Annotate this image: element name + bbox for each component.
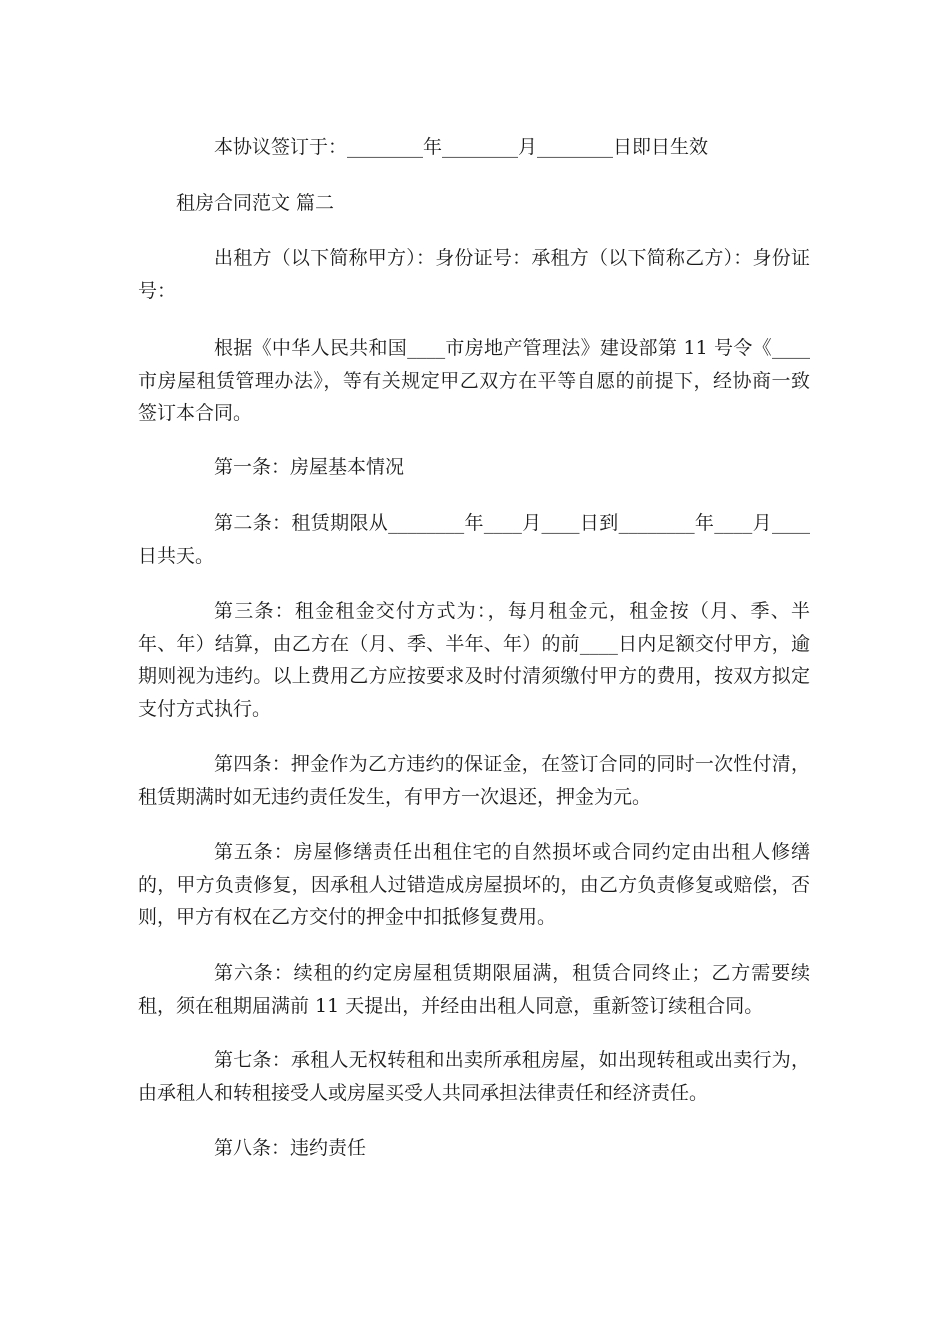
article-4-paragraph: 第四条：押金作为乙方违约的保证金，在签订合同的同时一次性付清，租赁期满时如无违约责任发生，有甲方一次退还，押金为元。 bbox=[138, 753, 810, 808]
article-7-paragraph: 第七条：承租人无权转租和出卖所承租房屋，如出现转租或出卖行为，由承租人和转租接受人或房屋买受人共同承担法律责任和经济责任。 bbox=[138, 1049, 810, 1104]
article-3-paragraph: 第三条：租金租金交付方式为：，每月租金元，租金按（月、季、半年、年）结算，由乙方在（月、季、半年、年）的前____日内足额交付甲方，逾期则视为违约。以上费用乙方应按要求及时付清须缴付甲方的费用，按双方拟定支付方式执行。 bbox=[138, 600, 810, 720]
parties-paragraph: 出租方（以下简称甲方）：身份证号：承租方（以下简称乙方）：身份证号： bbox=[138, 247, 810, 302]
section-title: 租房合同范文 篇二 bbox=[176, 192, 335, 214]
preamble-paragraph: 根据《中华人民共和国____市房地产管理法》建设部第 11 号令《____市房屋租赁管理办法》，等有关规定甲乙双方在平等自愿的前提下，经协商一致签订本合同。 bbox=[138, 337, 810, 424]
article-6-paragraph: 第六条：续租的约定房屋租赁期限届满，租赁合同终止；乙方需要续租，须在租期届满前 11 天提出，并经由出租人同意，重新签订续租合同。 bbox=[138, 962, 810, 1017]
article-8-paragraph: 第八条：违约责任 bbox=[214, 1137, 367, 1159]
article-2-paragraph: 第二条：租赁期限从________年____月____日到________年____月____日共天。 bbox=[138, 512, 810, 567]
signing-date-line: 本协议签订于：________年________月________日即日生效 bbox=[214, 136, 709, 158]
article-5-paragraph: 第五条：房屋修缮责任出租住宅的自然损坏或合同约定由出租人修缮的，甲方负责修复，因承租人过错造成房屋损坏的，由乙方负责修复或赔偿，否则，甲方有权在乙方交付的押金中扣抵修复费用。 bbox=[138, 841, 810, 928]
article-1-paragraph: 第一条：房屋基本情况 bbox=[214, 456, 405, 478]
